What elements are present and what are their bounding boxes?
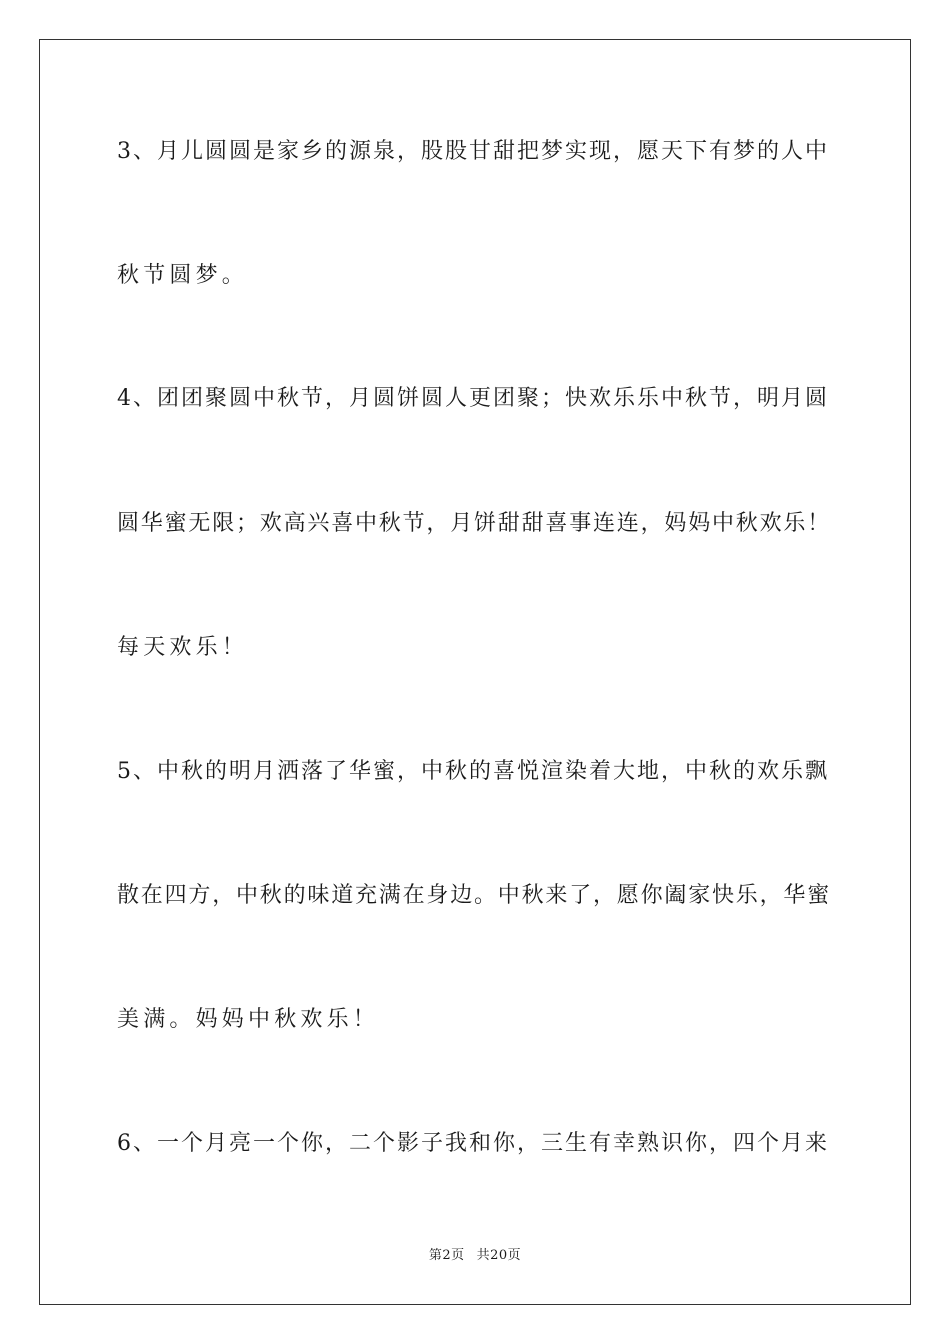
page-footer (0, 1248, 950, 1264)
text-line: 6、一个月亮一个你，二个影子我和你，三生有幸熟识你，四个月来 (117, 1131, 829, 1156)
page-number: 第2页 (428, 1248, 465, 1263)
page-total: 共20页 (476, 1248, 522, 1263)
text-line: 圆华蜜无限；欢高兴喜中秋节，月饼甜甜喜事连连，妈妈中秋欢乐！ (117, 511, 832, 536)
text-line: 美满。妈妈中秋欢乐！ (117, 1007, 380, 1032)
text-line: 4、团团聚圆中秋节，月圆饼圆人更团聚；快欢乐乐中秋节，明月圆 (117, 386, 829, 411)
text-line: 散在四方，中秋的味道充满在身边。中秋来了，愿你阖家快乐，华蜜 (117, 883, 832, 908)
text-line: 5、中秋的明月洒落了华蜜，中秋的喜悦渲染着大地，中秋的欢乐飘 (117, 759, 829, 784)
text-line: 秋节圆梦。 (117, 263, 249, 288)
page-border (39, 39, 911, 1305)
text-line: 3、月儿圆圆是家乡的源泉，股股甘甜把梦实现，愿天下有梦的人中 (117, 139, 829, 164)
text-line: 每天欢乐！ (117, 635, 249, 660)
